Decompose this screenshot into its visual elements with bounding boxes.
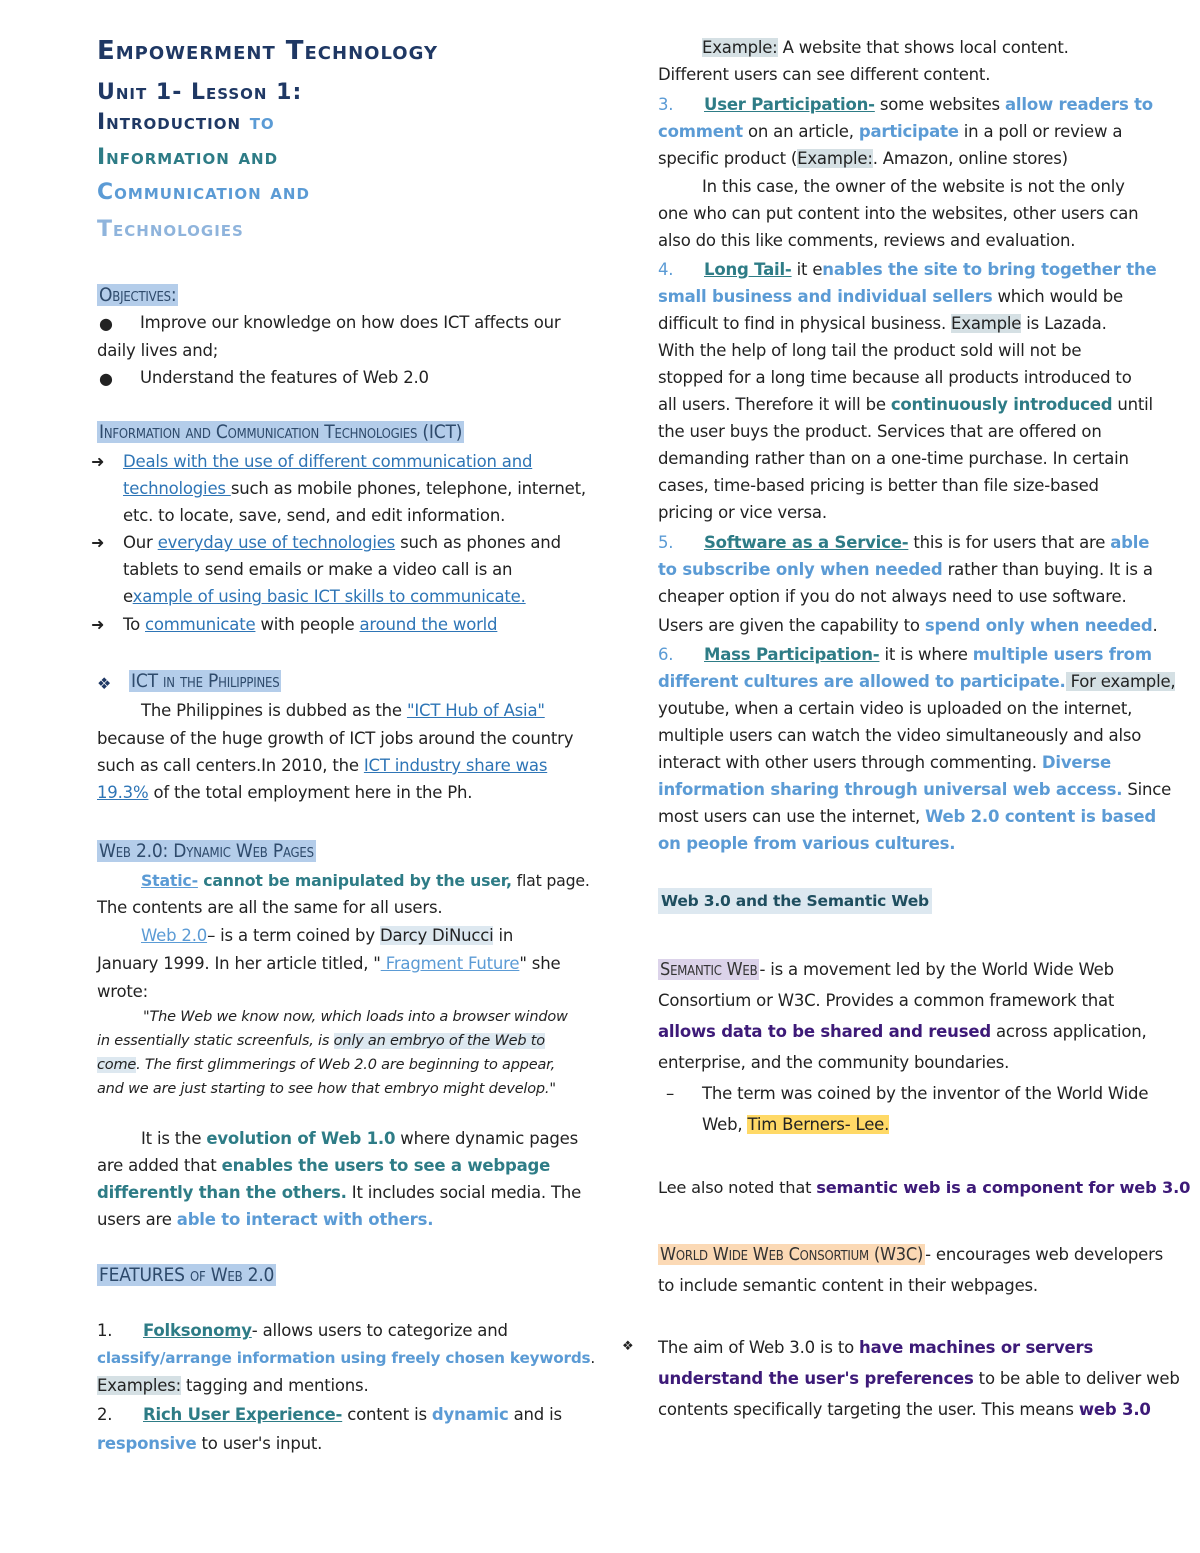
features-heading: FEATURES of Web 2.0: [99, 1264, 275, 1286]
feature-1-line-3: Examples: tagging and mentions.: [97, 1376, 369, 1395]
quote-line-2: in essentially static screenfuls, is only an embryo of the Web to: [97, 1033, 545, 1049]
feature-4-line-8: demanding rather than on a one-time purchase. In certain: [658, 449, 1129, 468]
web3-heading: Web 3.0 and the Semantic Web: [658, 888, 932, 914]
feature-3-para-3: also do this like comments, reviews and evaluation.: [658, 231, 1076, 250]
semantic-web-line-2: Consortium or W3C. Provides a common framework that: [658, 991, 1115, 1010]
web20-line-2: January 1999. In her article titled, " Fragment Future" she: [97, 954, 561, 973]
web20-link[interactable]: Web 2.0: [141, 926, 208, 945]
objective-item-2: Understand the features of Web 2.0: [140, 368, 429, 387]
ph-line-1: The Philippines is dubbed as the "ICT Hub of Asia": [141, 701, 545, 720]
ph-line-4: 19.3% of the total employment here in the Ph.: [97, 783, 473, 802]
bullet-dot-icon: ●: [99, 314, 113, 333]
ict-link[interactable]: around the world: [359, 615, 498, 634]
feature-2: 2. Rich User Experience- content is dynamic and is: [97, 1405, 562, 1424]
arrow-right-icon: ➜: [91, 615, 105, 634]
evolution-line-4: users are able to interact with others.: [97, 1210, 434, 1229]
bullet-dot-icon: ●: [99, 369, 113, 388]
feature-3-para-1: In this case, the owner of the website is not the only: [702, 177, 1125, 196]
ict-bullet-1: [123, 451, 532, 473]
feature-4-line-6: all users. Therefore it will be continuously introduced until: [658, 395, 1153, 414]
ict-link[interactable]: technologies: [123, 479, 231, 498]
feature-5-line-2: to subscribe only when needed rather than buying. It is a: [658, 560, 1153, 579]
feature-3-line-2: comment on an article, participate in a poll or review a: [658, 122, 1123, 141]
dash-bullet: –: [666, 1084, 675, 1103]
feature-6-line-7: most users can use the internet, Web 2.0 content is based: [658, 807, 1156, 826]
feature-4-line-9: cases, time-based pricing is better than file size-based: [658, 476, 1099, 495]
feature-3: 3. User Participation- some websites allow readers to: [658, 95, 1153, 114]
semantic-web-line-4: enterprise, and the community boundaries.: [658, 1053, 1010, 1072]
ict-bullet-3: To communicate with people around the world: [123, 615, 498, 634]
arrow-right-icon: ➜: [91, 452, 105, 471]
ict-link[interactable]: communicate: [145, 615, 256, 634]
ict-heading: Information and Communication Technologies (ICT): [99, 421, 463, 443]
evolution-line-3: differently than the others. It includes social media. The: [97, 1183, 582, 1202]
feature-6-line-8: on people from various cultures.: [658, 834, 956, 853]
feature-6: 6. Mass Participation- it is where multiple users from: [658, 645, 1152, 664]
static-line-2: The contents are all the same for all users.: [97, 898, 443, 917]
lee-line: Lee also noted that semantic web is a component for web 3.0: [658, 1178, 1191, 1197]
lesson-title: Unit 1- Lesson 1:: [97, 80, 303, 105]
feature-4-line-5: stopped for a long time because all products introduced to: [658, 368, 1132, 387]
objectives-heading: Objectives:: [99, 284, 177, 306]
aim-line-3: contents specifically targeting the user. This means web 3.0: [658, 1400, 1151, 1419]
feature-4-line-2: small business and individual sellers which would be: [658, 287, 1123, 306]
term-line-1: The term was coined by the inventor of the World Wide: [702, 1084, 1149, 1103]
feature-1-line-2: classify/arrange information using freely chosen keywords.: [97, 1349, 596, 1367]
ict-bullet-2-line2: tablets to send emails or make a video call is an: [123, 560, 513, 579]
feature-4-line-7: the user buys the product. Services that are offered on: [658, 422, 1102, 441]
evolution-line-1: It is the evolution of Web 1.0 where dynamic pages: [141, 1129, 579, 1148]
feature-5: 5. Software as a Service- this is for users that are able: [658, 533, 1150, 552]
example-line: Example: A website that shows local content.: [702, 38, 1069, 57]
feature-4-line-4: With the help of long tail the product sold will not be: [658, 341, 1082, 360]
feature-4-line-10: pricing or vice versa.: [658, 503, 827, 522]
ict-share-link[interactable]: 19.3%: [97, 783, 149, 802]
ict-bullet-1-line2: technologies such as mobile phones, telephone, internet,: [123, 479, 586, 498]
diamond-bullet-icon: ❖: [97, 674, 112, 693]
ph-heading: ICT in the Philippines: [131, 670, 280, 692]
term-line-2: Web, Tim Berners- Lee.: [702, 1115, 890, 1134]
feature-4-line-3: difficult to find in physical business. Example is Lazada.: [658, 314, 1107, 333]
static-link[interactable]: Static-: [141, 871, 198, 890]
semantic-web-line: Semantic Web - is a movement led by the World Wide Web: [660, 959, 1114, 980]
feature-6-line-2: different cultures are allowed to participate. For example,: [658, 672, 1176, 691]
ict-link[interactable]: xample of using basic ICT skills to communicate.: [132, 587, 526, 606]
ict-link[interactable]: Deals with the use of different communication and: [123, 452, 533, 471]
feature-6-line-3: youtube, when a certain video is uploaded on the internet,: [658, 699, 1133, 718]
ict-share-link[interactable]: ICT industry share was: [363, 756, 548, 775]
arrow-right-icon: ➜: [91, 533, 105, 552]
feature-1: 1. Folksonomy- allows users to categorize and: [97, 1321, 508, 1340]
ph-line-3: such as call centers.In 2010, the ICT industry share was: [97, 756, 548, 775]
quote-line-4: and we are just starting to see how that embryo might develop.": [97, 1081, 556, 1097]
ict-bullet-1-line3: etc. to locate, save, send, and edit information.: [123, 506, 506, 525]
feature-5-line-4: Users are given the capability to spend only when needed.: [658, 616, 1158, 635]
ict-link[interactable]: everyday use of technologies: [157, 533, 396, 552]
page-title: Empowerment Technology: [97, 36, 438, 66]
feature-4: 4. Long Tail- it enables the site to bring together the: [658, 260, 1157, 279]
w3c-line-2: to include semantic content in their webpages.: [658, 1276, 1038, 1295]
aim-line-2: understand the user's preferences to be able to deliver web: [658, 1369, 1180, 1388]
fragment-future-link[interactable]: Fragment Future: [380, 954, 520, 973]
feature-5-line-3: cheaper option if you do not always need to use software.: [658, 587, 1127, 606]
static-line: Static- cannot be manipulated by the user, flat page.: [141, 871, 590, 890]
feature-6-line-6: information sharing through universal web access. Since: [658, 780, 1172, 799]
semantic-web-line-3: allows data to be shared and reused across application,: [658, 1022, 1147, 1041]
web20-line: Web 2.0– is a term coined by Darcy DiNucci in: [141, 926, 514, 945]
ict-bullet-2-line3: example of using basic ICT skills to communicate.: [123, 587, 526, 606]
evolution-line-2: are added that enables the users to see a webpage: [97, 1156, 551, 1175]
w3c-line: World Wide Web Consortium (W3C) - encourages web developers: [660, 1244, 1164, 1265]
objective-item-1-cont: daily lives and;: [97, 341, 219, 360]
quote-line-1: "The Web we know now, which loads into a browser window: [143, 1009, 568, 1025]
ict-hub-link[interactable]: "ICT Hub of Asia": [406, 701, 545, 720]
feature-6-line-5: interact with other users through commenting. Diverse: [658, 753, 1111, 772]
quote-line-3: come. The first glimmerings of Web 2.0 are beginning to appear,: [97, 1057, 555, 1073]
ict-bullet-2: Our everyday use of technologies such as phones and: [123, 533, 561, 552]
web20-line-3: wrote:: [97, 982, 148, 1001]
example-line-2: Different users can see different content.: [658, 65, 991, 84]
feature-6-line-4: multiple users can watch the video simultaneously and also: [658, 726, 1142, 745]
diamond-bullet-icon: ❖: [622, 1339, 634, 1354]
web2-heading: Web 2.0: Dynamic Web Pages: [99, 840, 314, 862]
lesson-subtitle-line2: Information and: [97, 145, 279, 170]
feature-3-para-2: one who can put content into the websites, other users can: [658, 204, 1139, 223]
aim-line-1: The aim of Web 3.0 is to have machines or servers: [658, 1338, 1094, 1357]
lesson-subtitle-line4: Technologies: [97, 217, 244, 242]
feature-3-line-3: specific product (Example:. Amazon, online stores): [658, 149, 1068, 168]
lesson-subtitle-line1: Introduction to: [97, 110, 275, 135]
ph-line-2: because of the huge growth of ICT jobs around the country: [97, 729, 574, 748]
objective-item-1: Improve our knowledge on how does ICT affects our: [140, 313, 561, 332]
lesson-subtitle-line3: Communication and: [97, 180, 310, 205]
feature-2-line-2: responsive to user's input.: [97, 1434, 323, 1453]
